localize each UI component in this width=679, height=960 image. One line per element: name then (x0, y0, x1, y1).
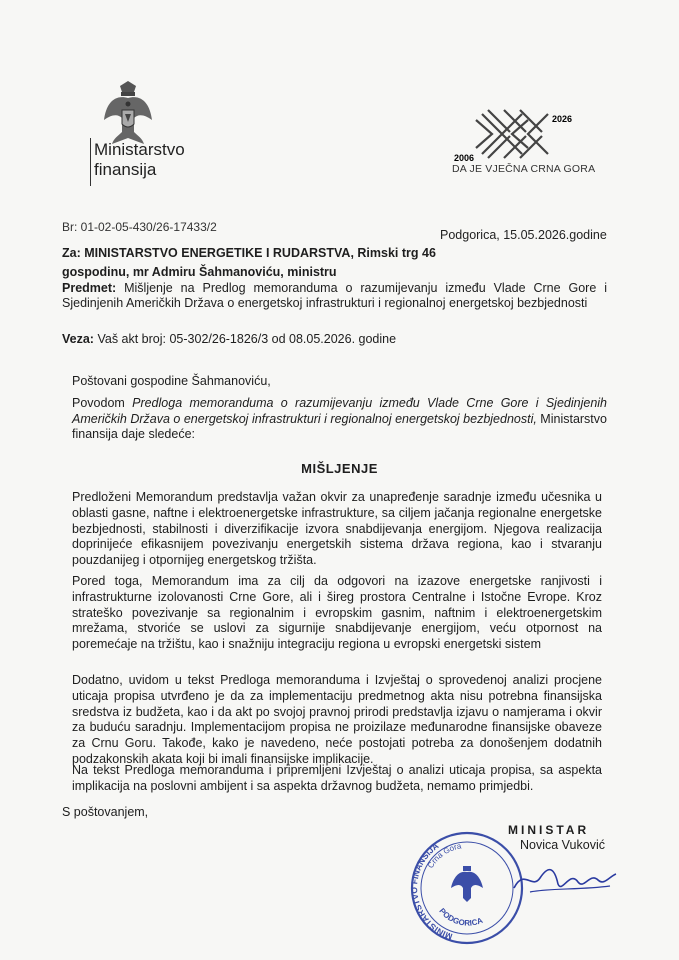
link-line (62, 332, 396, 346)
paragraph-2: Pored toga, Memorandum ima za cilj da odgovori na izazove energetske ranjivosti i infrastrukturne izolovanosti Crne Gore, ali i šireg prostora Centralne i Istočne Evrope. Kroz strateško povezivanje sa regionalnim i evropskim gasnim, naftnim i elektroenergetskim mrežama, stvoriće se uslovi za sigurnije snabdijevanje energijom, veću otpornost na poremećaje na tržištu, kao i snažniju integraciju regiona u evropski energetski sistem (72, 574, 602, 652)
intro-paragraph (72, 396, 607, 443)
addressee-ministry: MINISTARSTVO ENERGETIKE I RUDARSTVA, Rimski trg 46 (84, 246, 436, 260)
paragraph-3: Dodatno, uvidom u tekst Predloga memoranduma i Izvještaj o sprovedenoj analizi procjene uticaja propisa utvrđeno je da za implementaciju predmetnog akta nisu potrebna finansijska sredstva iz budžeta, kao i da akt po svojoj pravnoj prirodi predstavlja izjavu o namjerama i okvir za buduću saradnju. Implementacijom propisa ne proizilaze međunarodne finansijske obaveze za Crnu Goru. Takođe, kako je navedeno, neće postojati potreba za donošenjem dodatnih podzakonskih akata koji bi imali finansijske implikacije. (72, 673, 602, 766)
intro-prefix: Povodom (72, 396, 133, 410)
subject-label: Predmet: (62, 281, 117, 295)
stamp-text-ministry: MINISTARSTVO FINANSIJA (409, 840, 454, 942)
stamp-text-city: PODGORICA (437, 906, 485, 928)
place-date: Podgorica, 15.05.2026.godine (440, 228, 607, 242)
ministry-divider (90, 138, 91, 186)
jubilee-year-start: 2006 (454, 153, 475, 163)
za-label: Za: (62, 246, 81, 260)
intro-italic: Predloga memoranduma o razumijevanju između Vlade Crne Gore i Sjedinjenih Američkih Država o energetskoj infrastrukturi i regionalnoj energetskoj bezbjednosti, (72, 396, 608, 426)
jubilee-slogan: DA JE VJEČNA CRNA GORA (452, 163, 596, 175)
jubilee-year-end: 2026 (552, 114, 573, 124)
recipient-name: gospodinu, mr Admiru Šahmanoviću, ministru (62, 265, 337, 279)
ministry-name-line2: finansija (94, 160, 157, 179)
addressee-line (62, 246, 436, 260)
ministry-name-line1: Ministarstvo (94, 140, 185, 159)
closing: S poštovanjem, (62, 805, 149, 819)
handwritten-signature-icon (510, 860, 620, 900)
paragraph-1: Predloženi Memorandum predstavlja važan okvir za unapređenje saradnje između učesnika u oblasti gasne, naftne i elektroenergetske infrastrukture, sa ciljem jačanja regionalne energetske bezbjednosti, stabilnosti i diverzifikacije izvora snabdijevanja energijom. Njegova realizacija doprinijeće efikasnijem povezivanju energetskih sistema država regiona, kao i stvaranju pouzdanijeg i otpornijeg energetskog tržišta. (72, 490, 602, 568)
stamp-text-country: Crna Gora (425, 841, 463, 870)
minister-title: MINISTAR (508, 823, 590, 837)
opinion-heading: MIŠLJENJE (301, 461, 378, 476)
intro-suffix: Ministarstvo finansija daje sledeće: (72, 411, 607, 441)
svg-text:PODGORICA (437, 906, 484, 927)
minister-name: Novica Vuković (520, 838, 605, 852)
ministry-name (94, 140, 185, 180)
paragraph-4: Na tekst Predloga memoranduma i pripremljeni Izvještaj o analizi uticaja propisa, sa aspekta implikacija na poslovni ambijent i sa aspekta državnog budžeta, nemamo primjedbi. (72, 763, 602, 793)
reference-number: Br: 01-02-05-430/26-17433/2 (62, 220, 217, 234)
link-label: Veza: (62, 332, 94, 346)
link-text: Vaš akt broj: 05-302/26-1826/3 od 08.05.2026. godine (97, 332, 397, 346)
subject-block (62, 281, 607, 311)
subject-text: Mišljenje na Predlog memoranduma o razumijevanju između Vlade Crne Gore i Sjedinjenih Američkih Država o energetskoj infrastrukturi i regionalnoj energetskoj bezbjednosti (62, 281, 607, 310)
svg-text:MINISTARSTVO FINANSIJA (409, 841, 454, 942)
salutation: Poštovani gospodine Šahmanoviću, (72, 374, 271, 388)
